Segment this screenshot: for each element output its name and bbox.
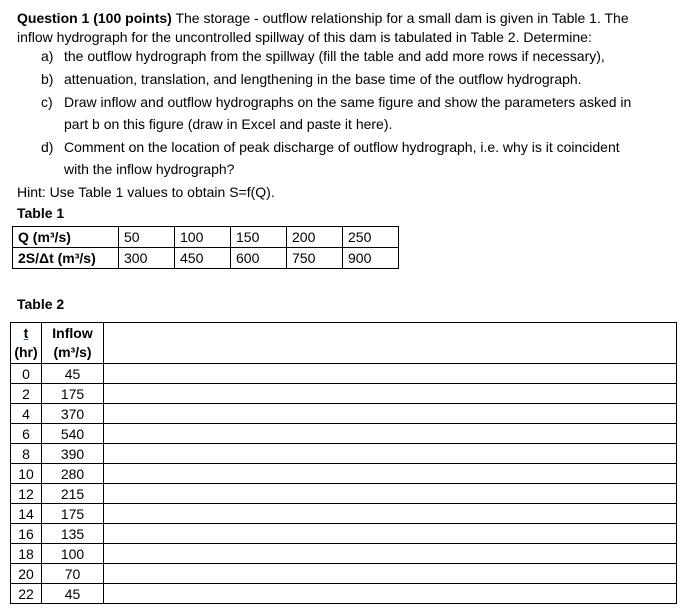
question-line-2: inflow hydrograph for the uncontrolled spillway of this dam is tabulated in Table 2. Determine: <box>17 29 592 45</box>
table-row: 16 135 <box>11 524 677 544</box>
table2 <box>10 322 677 604</box>
item-c-label: c) <box>41 94 53 110</box>
table-row: 6 540 <box>11 424 677 444</box>
item-b-label: b) <box>41 71 54 87</box>
table2-empty-cell[interactable] <box>104 484 677 504</box>
table1-cell: 600 <box>231 248 287 269</box>
table1-cell: 750 <box>287 248 343 269</box>
table2-empty-cell[interactable] <box>104 364 677 384</box>
table1-cell: 100 <box>175 227 231 248</box>
table2-header-inflow: Inflow (m³/s) <box>42 323 104 364</box>
item-c-text: Draw inflow and outflow hydrographs on the same figure and show the parameters asked in <box>64 94 632 110</box>
table2-empty-cell[interactable] <box>104 544 677 564</box>
item-d-text: Comment on the location of peak discharge of outflow hydrograph, i.e. why is it coincident <box>64 139 620 155</box>
table2-empty-cell[interactable] <box>104 323 677 364</box>
table2-empty-cell[interactable] <box>104 444 677 464</box>
table2-empty-cell[interactable] <box>104 424 677 444</box>
table1-caption: Table 1 <box>17 205 65 221</box>
table1-cell: 250 <box>343 227 399 248</box>
table-row: 12 215 <box>11 484 677 504</box>
table-row: 2 175 <box>11 384 677 404</box>
item-c-text-2: part b on this figure (draw in Excel and paste it here). <box>64 116 393 132</box>
table2-empty-cell[interactable] <box>104 524 677 544</box>
table-row: 18 100 <box>11 544 677 564</box>
table1-header-q: Q (m³/s) <box>13 227 119 248</box>
table2-header-time: t (hr) <box>11 323 42 364</box>
table-row: 14 175 <box>11 504 677 524</box>
table2-empty-cell[interactable] <box>104 404 677 424</box>
table2-empty-cell[interactable] <box>104 464 677 484</box>
table2-empty-cell[interactable] <box>104 564 677 584</box>
question-intro: The storage - outflow relationship for a small dam is given in Table 1. The <box>175 10 629 26</box>
table-row: 4 370 <box>11 404 677 424</box>
table2-caption: Table 2 <box>17 296 65 312</box>
table2-empty-cell[interactable] <box>104 384 677 404</box>
table-row: 20 70 <box>11 564 677 584</box>
table1-cell: 50 <box>119 227 175 248</box>
table1-cell: 900 <box>343 248 399 269</box>
table-row: 10 280 <box>11 464 677 484</box>
table2-empty-cell[interactable] <box>104 584 677 604</box>
table-row: 22 45 <box>11 584 677 604</box>
table2-empty-cell[interactable] <box>104 504 677 524</box>
item-b-text: attenuation, translation, and lengthening in the base time of the outflow hydrograph. <box>64 71 582 87</box>
table-row: 8 390 <box>11 444 677 464</box>
item-d-text-2: with the inflow hydrograph? <box>64 161 235 177</box>
hint-text: Hint: Use Table 1 values to obtain S=f(Q). <box>17 184 275 200</box>
item-a-label: a) <box>41 48 54 64</box>
table1-cell: 300 <box>119 248 175 269</box>
item-d-label: d) <box>41 139 54 155</box>
table1-cell: 450 <box>175 248 231 269</box>
table1-row-storage <box>13 248 399 269</box>
table1-cell: 150 <box>231 227 287 248</box>
table1 <box>12 226 399 269</box>
table1-cell: 200 <box>287 227 343 248</box>
question-heading: Question 1 (100 points) <box>17 10 172 26</box>
item-a-text: the outflow hydrograph from the spillway (fill the table and add more rows if necessary), <box>64 48 605 64</box>
table1-row-q <box>13 227 399 248</box>
table2-header-row <box>11 323 677 364</box>
table1-header-storage: 2S/Δt (m³/s) <box>13 248 119 269</box>
table-row: 0 45 <box>11 364 677 384</box>
